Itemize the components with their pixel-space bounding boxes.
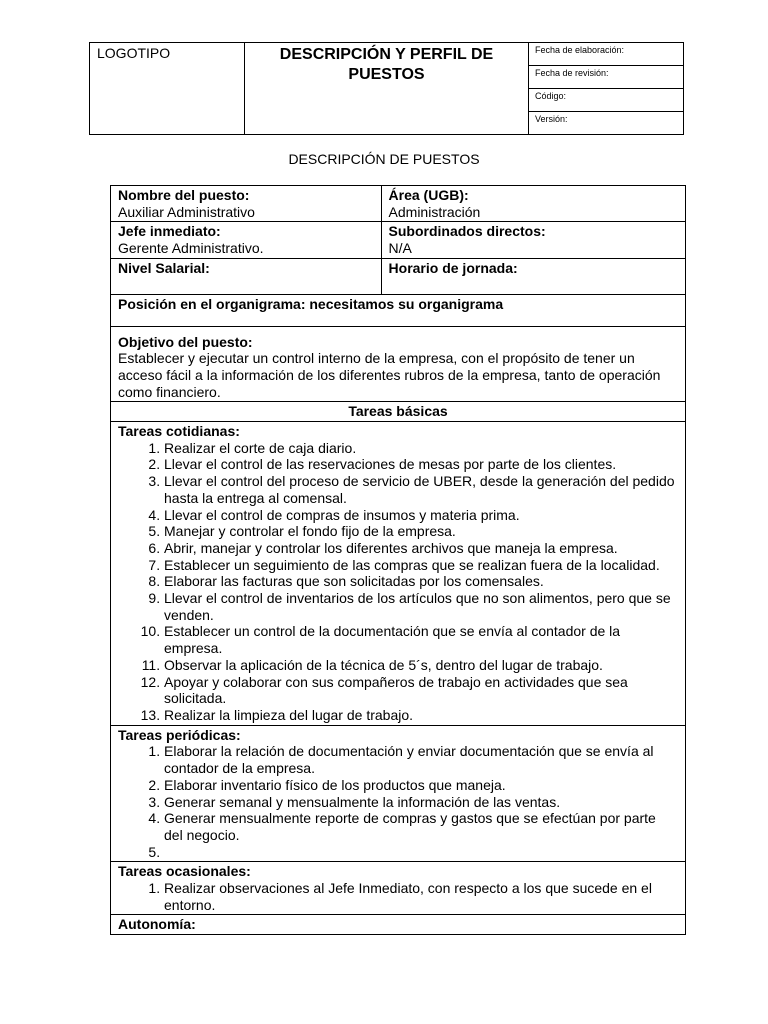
posicion-text: Posición en el organigrama: necesitamos su organigrama [118,295,504,312]
document-title [245,43,529,134]
meta-version: Versión: [535,114,568,124]
list-item: 2. Llevar el control de las reservaciones de mesas por parte de los clientes. [164,456,678,473]
subordinados-label: Subordinados directos: [388,223,546,240]
cell-autonomia [111,915,686,935]
row-jefe-subordinados [111,222,686,258]
list-item: 8. Elaborar las facturas que son solicitadas por los comensales. [164,573,678,590]
nombre-label: Nombre del puesto: [118,187,250,203]
row-nivel-horario [111,258,686,294]
objetivo-text: Establecer y ejecutar un control interno de la empresa, con el propósito de tener un acceso fácil a la información de los diferentes rubros de la empresa, tanto de operación como financiero. [118,350,661,400]
title-line-1: DESCRIPCIÓN Y PERFIL DE [279,46,494,63]
row-posicion [111,294,686,326]
cell-tareas-ocasionales [111,862,686,915]
nombre-value: Auxiliar Administrativo [118,203,255,220]
list-item: 1. Elaborar la relación de documentación y enviar documentación que se envía al contador de la empresa. [164,743,678,776]
list-item: 6. Abrir, manejar y controlar los diferentes archivos que maneja la empresa. [164,540,678,557]
tareas-ocasionales-label: Tareas ocasionales: [118,863,251,880]
document-header [89,42,684,135]
list-item: 11. Observar la aplicación de la técnica de 5´s, dentro del lugar de trabajo. [164,657,678,674]
list-item: 5. Manejar y controlar el fondo fijo de la empresa. [164,523,678,540]
row-autonomia [111,915,686,935]
cell-jefe [111,222,382,258]
job-description-table [110,185,686,935]
cell-nivel [111,258,382,294]
meta-codigo: Código: [529,89,683,112]
cell-nombre [111,186,382,222]
cell-horario [381,258,685,294]
list-item: 1. Realizar observaciones al Jefe Inmediato, con respecto a los que sucede en el entorno. [164,880,678,913]
tareas-cotidianas-list [118,440,678,724]
logo-placeholder: LOGOTIPO [90,43,245,134]
horario-label: Horario de jornada: [388,259,518,276]
tareas-cotidianas-label: Tareas cotidianas: [118,423,240,440]
cell-tareas-periodicas [111,725,686,862]
meta-fecha-elaboracion: Fecha de elaboración: [529,43,683,66]
section-title: DESCRIPCIÓN DE PUESTOS [288,151,480,167]
meta-fecha-revision: Fecha de revisión: [529,66,683,89]
jefe-value: Gerente Administrativo. [118,240,264,257]
cell-tareas-cotidianas [111,422,686,726]
list-item: 4. Generar mensualmente reporte de compras y gastos que se efectúan por parte del negocio. [164,810,678,843]
cell-area [381,186,685,222]
list-item: 7. Establecer un seguimiento de las compras que se realizan fuera de la localidad. [164,557,678,574]
list-item: 3. Generar semanal y mensualmente la información de las ventas. [164,794,678,811]
list-item: 13. Realizar la limpieza del lugar de trabajo. [164,707,678,724]
list-item: 10. Establecer un control de la documentación que se envía al contador de la empresa. [164,623,678,656]
row-tareas-cotidianas [111,422,686,726]
cell-subordinados [381,222,685,258]
area-value: Administración [388,203,481,220]
objetivo-label: Objetivo del puesto: [118,333,253,350]
list-item [164,844,678,861]
autonomia-label: Autonomía: [118,916,196,933]
jefe-label: Jefe inmediato: [118,223,221,240]
cell-objetivo [111,326,686,402]
row-objetivo [111,326,686,402]
tareas-periodicas-list [118,743,678,860]
tareas-periodicas-label: Tareas periódicas: [118,726,241,743]
document-meta [529,43,683,134]
list-item: 2. Elaborar inventario físico de los productos que maneja. [164,777,678,794]
subordinados-value: N/A [388,240,412,257]
area-label: Área (UGB): [388,187,469,203]
row-tareas-periodicas [111,725,686,862]
row-nombre-area [111,186,686,222]
row-tareas-basicas [111,402,686,422]
list-item: 12. Apoyar y colaborar con sus compañeros de trabajo en actividades que sea solicitada. [164,674,678,707]
cell-posicion [111,294,686,326]
list-item: 3. Llevar el control del proceso de servicio de UBER, desde la generación del pedido hasta la entrega al comensal. [164,473,678,506]
title-line-2: PUESTOS [348,66,425,83]
tareas-basicas-heading: Tareas básicas [111,402,686,422]
row-tareas-ocasionales [111,862,686,915]
list-item: 1. Realizar el corte de caja diario. [164,440,678,457]
tareas-ocasionales-list [118,880,678,913]
list-item: 4. Llevar el control de compras de insumos y materia prima. [164,507,678,524]
list-item: 9. Llevar el control de inventarios de los artículos que no son alimentos, pero que se venden. [164,590,678,623]
nivel-label: Nivel Salarial: [118,259,210,276]
